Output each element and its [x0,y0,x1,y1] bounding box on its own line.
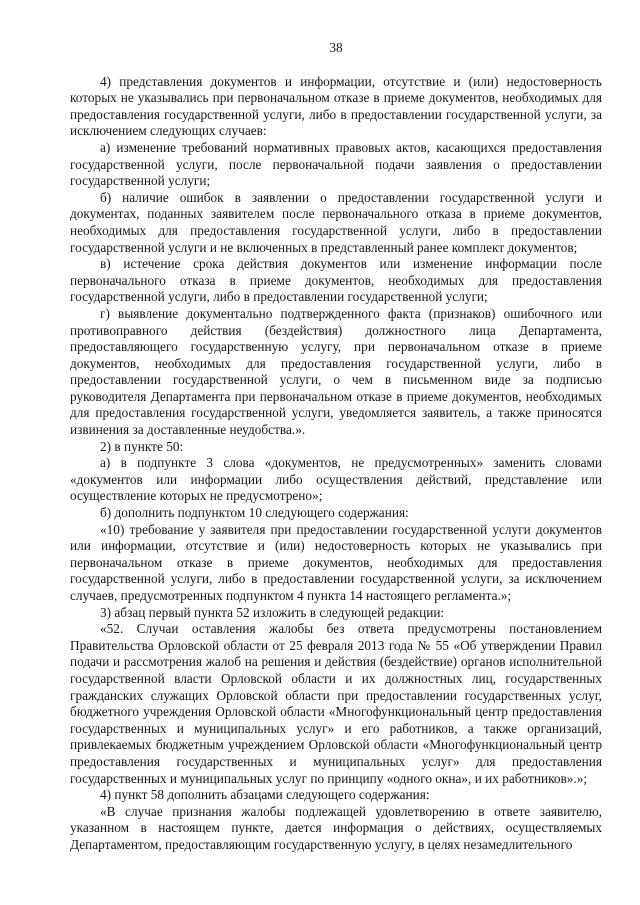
page-number: 38 [329,40,343,55]
paragraph-subitem-a-replace-words: а) в подпункте 3 слова «документов, не предусмотренных» заменить словами «документов или информации либо осуществления действий, представление или осуществление которых не предусмотрено»; [70,455,602,504]
paragraph-subitem-b-add-10: б) дополнить подпунктом 10 следующего содержания: [100,505,409,521]
paragraph-item-4-point-58: 4) пункт 58 дополнить абзацами следующего содержания: [100,787,430,803]
paragraph-item-4-documents: 4) представления документов и информации, отсутствие и (или) недостоверность которых не указывались при первоначальном отказе в приеме документов, необходимых для предоставления государственной услуги, либо в предоставлении государственной услуги, за исключением следующих случаев: [70,73,602,139]
paragraph-subitem-g-violation: г) выявление документально подтвержденного факта (признаков) ошибочного или противоправного действия (бездействия) должностного лица Департамента, предоставляющего государственную услугу, при первоначальном отказе в приеме документов, необходимых для предоставления государственной услуги, либо в предоставлении государственной услуги, о чем в письменном виде за подписью руководителя Департамента при первоначальном отказе в приеме документов, необходимых для предоставления государственной услуги, уведомляется заявитель, а также приносятся извинения за доставленные неудобства.». [70,305,602,438]
paragraph-quote-10: «10) требование у заявителя при предоставлении государственной услуги документов или информации, отсутствие и (или) недостоверность которых не указывались при первоначальном отказе в приеме документов, необходимых для предоставления государственной услуги, либо в предоставлении государственной услуги, за исключением случаев, предусмотренных подпунктом 4 пункта 14 настоящего регламента.»; [70,521,602,603]
paragraph-subitem-b-errors: б) наличие ошибок в заявлении о предоставлении государственной услуги и документах, поданных заявителем после первоначального отказа в приеме документов, необходимых для предоставления государственной услуги, либо в предоставлении государственной услуги и не включенных в представленный ранее комплект документов; [70,189,602,255]
paragraph-item-2-point-50: 2) в пункте 50: [100,438,184,454]
paragraph-subitem-a-requirements: а) изменение требований нормативных правовых актов, касающихся предоставления государственной услуги, после первоначальной подачи заявления о предоставлении государственной услуги; [70,139,602,189]
paragraph-quote-52: «52. Случаи оставления жалобы без ответа предусмотрены постановлением Правительства Орловской области от 25 февраля 2013 года № 55 «Об утверждении Правил подачи и рассмотрения жалоб на решения и действия (бездействие) органов исполнительной государственной власти Орловской области и их должностных лиц, государственных гражданских служащих Орловской области при предоставлении государственных услуг, бюджетного учреждения Орловской области «Многофункциональный центр предоставления государственных и муниципальных услуг» и его работников, а также организаций, привлекаемых бюджетным учреждением Орловской области «Многофункциональный центр предоставления государственных и муниципальных услуг» для предоставления государственных и муниципальных услуг по принципу «одного окна», и их работников».»; [70,621,602,786]
paragraph-subitem-v-expiry: в) истечение срока действия документов или изменение информации после первоначального отказа в приеме документов, необходимых для предоставления государственной услуги, либо в предоставлении государственной услуги; [70,256,602,305]
paragraph-item-3-point-52: 3) абзац первый пункта 52 изложить в следующей редакции: [100,604,445,620]
paragraph-quote-complaint: «В случае признания жалобы подлежащей удовлетворению в ответе заявителю, указанном в настоящем пункте, дается информация о действиях, осуществляемых Департаментом, предоставляющим государственную услугу, в целях незамедлительного [70,803,602,852]
